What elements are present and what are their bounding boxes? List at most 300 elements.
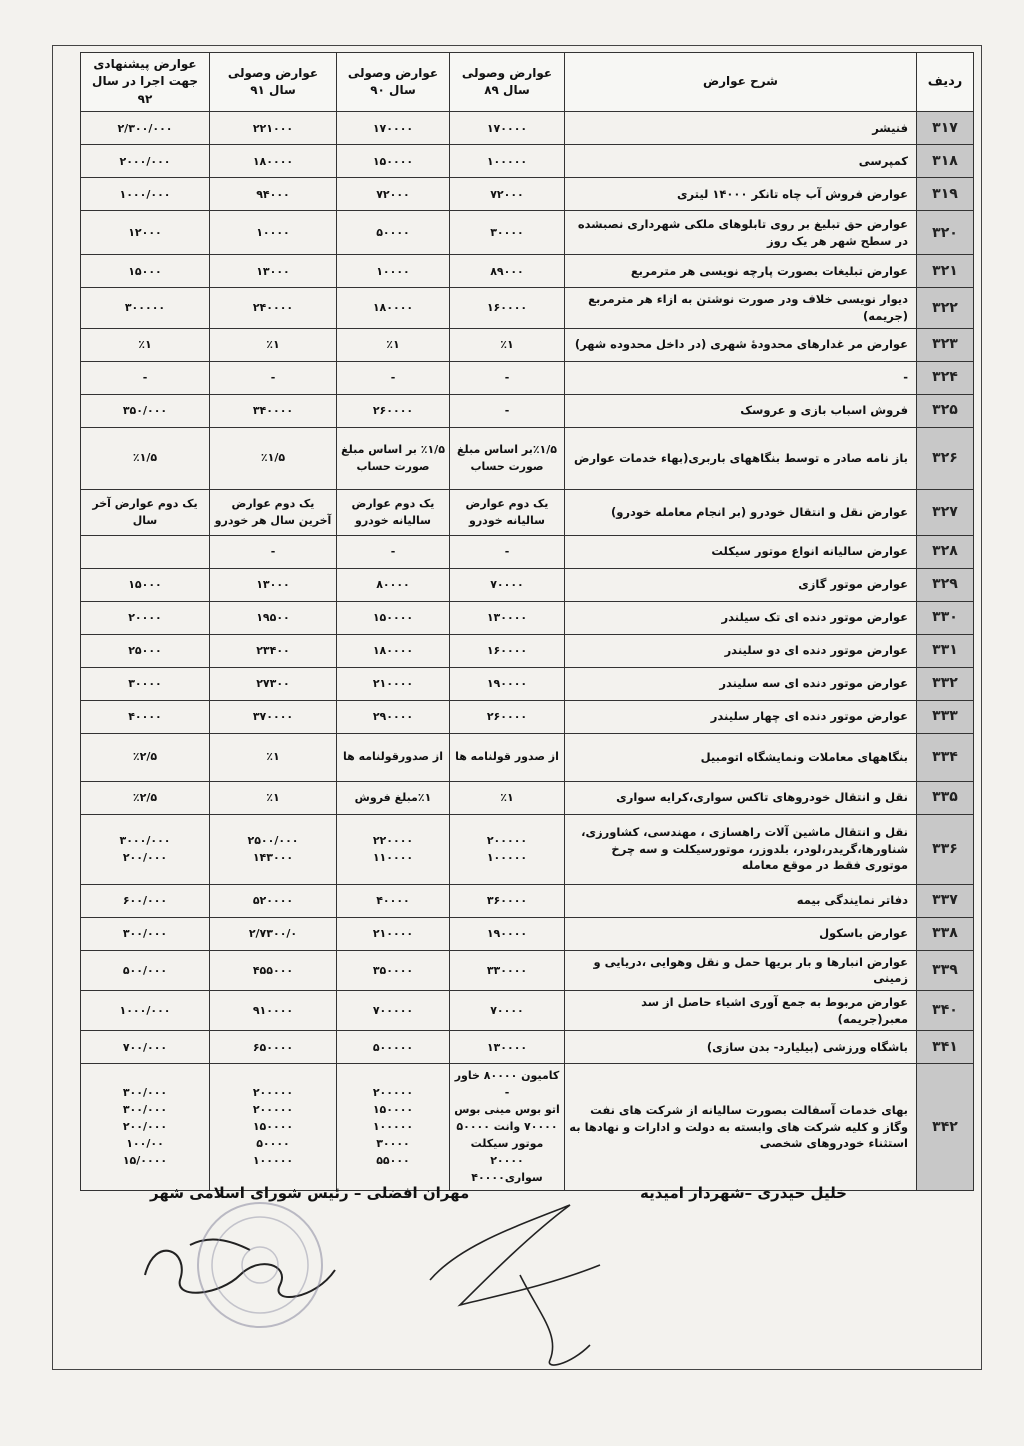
value-line: ٪۱ [386,337,400,351]
value-cell-v89 [450,112,565,145]
value-line: ۱۸۰۰۰۰ [252,154,294,168]
value-line: ۲۶۰۰۰۰ [372,403,414,417]
value-cell-v92 [81,634,210,667]
value-line: یک دوم عوارض آخر سال [92,496,198,528]
table-row [81,1031,974,1064]
table-row [81,255,974,288]
value-cell-v89 [450,145,565,178]
value-line: ۱۹۰۰۰۰ [486,676,528,690]
table-row [81,733,974,781]
value-cell-v90 [337,112,450,145]
value-cell-v92 [81,950,210,990]
value-line: ۱۶۰۰۰۰ [486,301,528,315]
table-row [81,328,974,361]
value-line: ۹۴۰۰۰ [256,187,290,201]
value-line: ۱۵۰۰۰ [128,577,162,591]
value-cell-v92 [81,884,210,917]
table-row [81,427,974,489]
table-row [81,667,974,700]
value-line: از صدور قولنامه ها [455,750,559,764]
value-line: ۹۱۰۰۰۰ [252,1004,294,1017]
value-line: سواری۴۰۰۰۰ [471,1171,543,1185]
value-cell-v90 [337,814,450,884]
description-cell: بهای خدمات آسفالت بصورت سالیانه از شرکت های نفت وگاز و کلیه شرکت های وابسته به دولت و ادارات و نهادها به استثناء خودروهای شخصی [565,1064,917,1190]
value-line: ۳۰۰۰۰ [490,226,524,240]
value-cell-v91 [210,489,337,535]
value-line: ۳۴۰۰۰۰ [252,403,294,417]
description-cell: - [565,361,917,394]
description-cell: دفاتر نمایندگی بیمه [565,884,917,917]
table-row [81,1064,974,1190]
value-line: ۱۰۰/۰۰ [126,1137,164,1151]
table-row [81,700,974,733]
description-cell: عوارض موتور گازی [565,568,917,601]
value-line: - [270,544,276,558]
row-number-cell: ۳۱۹ [917,178,974,211]
value-line: ٪۱ [266,337,280,351]
value-line: ۱۰۰۰۰ [256,226,290,240]
table-row [81,990,974,1030]
value-cell-v91 [210,667,337,700]
value-cell-v89 [450,328,565,361]
value-line: ۵۰۰/۰۰۰ [122,963,168,977]
value-cell-v90 [337,328,450,361]
value-line: ۱۶۰۰۰۰ [486,643,528,657]
value-line: ۳۰۰۰۰ [376,1137,410,1151]
value-line: ۲۶۰۰۰۰ [486,709,528,723]
description-cell: عوارض نقل و انتقال خودرو (بر انجام معامله خودرو) [565,489,917,535]
value-line: ۸۰۰۰۰ [376,577,410,591]
description-cell: دیوار نویسی خلاف ودر صورت نوشتن به ازاء هر مترمربع (جریمه) [565,288,917,328]
value-line: - [504,403,510,417]
row-number-cell: ۳۲۰ [917,211,974,255]
description-cell: بنگاههای معاملات ونمایشگاه اتومبیل [565,733,917,781]
value-cell-v89 [450,1064,565,1190]
value-line: ۳۵۰/۰۰۰ [122,403,168,417]
value-line: از صدورقولنامه ها [342,750,443,764]
value-cell-v89 [450,814,565,884]
value-line: کامیون ۸۰۰۰۰ خاور - [454,1069,560,1100]
description-cell: باز نامه صادر ه توسط بنگاههای باربری(بهاء خدمات عوارض [565,427,917,489]
value-cell-v89 [450,700,565,733]
value-cell-v90 [337,145,450,178]
value-cell-v92 [81,814,210,884]
value-line: ۷۰۰۰۰ وانت ۵۰۰۰۰ [456,1120,558,1134]
row-number-cell: ۳۳۴ [917,733,974,781]
value-cell-v91 [210,255,337,288]
value-line: ۳۰۰۰/۰۰۰ [119,833,171,847]
tariff-table [80,52,974,1191]
value-line: ۴۵۵۰۰۰ [252,963,294,977]
value-line: ۲۲۰۰۰۰ [372,833,414,847]
value-line: ٪۱ [266,790,280,804]
value-line: ٪۱ [500,790,514,804]
value-cell-v91 [210,950,337,990]
value-cell-v91 [210,361,337,394]
value-cell-v90 [337,634,450,667]
description-cell: عوارض باسکول [565,917,917,950]
value-cell-v90 [337,394,450,427]
value-line: ۱۹۵۰۰ [256,610,290,624]
value-cell-v91 [210,394,337,427]
row-number-cell: ۳۲۹ [917,568,974,601]
value-cell-v89 [450,288,565,328]
value-cell-v92 [81,112,210,145]
value-line: ۱۵/۰۰۰۰ [122,1154,168,1168]
value-cell-v90 [337,427,450,489]
value-line: ۱۷۰۰۰۰ [372,121,414,135]
value-line: ۱۵۰۰۰۰ [372,1103,414,1117]
header-row-number: ردیف [917,53,974,112]
description-cell: فروش اسباب بازی و عروسک [565,394,917,427]
value-line: ۱۵۰۰۰۰ [372,610,414,624]
table-row [81,884,974,917]
description-cell: عوارض فروش آب چاه تانکر ۱۴۰۰۰ لیتری [565,178,917,211]
row-number-cell: ۳۲۴ [917,361,974,394]
value-cell-v91 [210,112,337,145]
value-cell-v91 [210,288,337,328]
value-cell-v89 [450,394,565,427]
value-line: ۱۸۰۰۰۰ [372,301,414,315]
value-line: ٪۱/۵ [132,451,158,465]
value-line: ۶۰۰/۰۰۰ [122,893,168,907]
row-number-cell: ۳۳۹ [917,950,974,990]
table-header-row [81,53,974,112]
value-line: ۱۴۳۰۰۰ [252,851,294,865]
value-cell-v92 [81,394,210,427]
value-cell-v90 [337,667,450,700]
tariff-body [81,112,974,1190]
value-line: ۶۵۰۰۰۰ [252,1040,294,1054]
value-line: ۳۶۰۰۰۰ [486,893,528,907]
value-line: ۷۰۰/۰۰۰ [122,1040,168,1054]
value-cell-v91 [210,178,337,211]
official-stamp [190,1195,330,1335]
description-cell: عوارض حق تبلیغ بر روی تابلوهای ملکی شهرداری نصبشده در سطح شهر هر یک روز [565,211,917,255]
value-cell-v90 [337,917,450,950]
value-cell-v90 [337,990,450,1030]
value-cell-v91 [210,568,337,601]
value-cell-v91 [210,145,337,178]
header-year-89: عوارض وصولی سال ۸۹ [450,53,565,112]
value-line: ۱۰۰۰۰۰ [252,1154,294,1168]
value-line: ۲۰۰۰۰۰ [372,1086,414,1100]
value-cell-v92 [81,990,210,1030]
value-cell-v89 [450,178,565,211]
description-cell: عوارض موتور دنده ای سه سلیندر [565,667,917,700]
council-head-signature-text: مهران افضلی – رئیس شورای اسلامی شهر [150,1184,470,1202]
description-cell: عوارض مر غدارهای محدودهٔ شهری (در داخل محدوده شهر) [565,328,917,361]
description-cell: عوارض موتور دنده ای دو سلیندر [565,634,917,667]
value-cell-v89 [450,601,565,634]
value-line: ۱۵۰۰۰۰ [372,154,414,168]
value-cell-v92 [81,1031,210,1064]
value-cell-v90 [337,700,450,733]
value-cell-v92 [81,427,210,489]
description-cell: عوارض تبلیغات بصورت پارچه نویسی هر مترمربع [565,255,917,288]
value-cell-v92 [81,328,210,361]
value-line: ٪۱ [500,337,514,351]
value-cell-v89 [450,781,565,814]
value-cell-v92 [81,733,210,781]
value-cell-v90 [337,950,450,990]
value-cell-v91 [210,917,337,950]
value-cell-v92 [81,917,210,950]
header-description: شرح عوارض [565,53,917,112]
value-line: - [504,370,510,384]
table-row [81,178,974,211]
value-line: ۱۹۰۰۰۰ [486,926,528,940]
value-line: ۳۰۰۰۰ [128,676,162,690]
table-row [81,112,974,145]
value-line: ۷۰۰۰۰ [490,577,524,591]
value-line: ۲۵۰۰/۰۰۰ [247,833,299,847]
value-cell-v90 [337,781,450,814]
row-number-cell: ۳۳۵ [917,781,974,814]
value-line: ۲۰۰۰۰۰ [252,1103,294,1117]
table-row [81,394,974,427]
row-number-cell: ۳۳۸ [917,917,974,950]
value-line: - [142,370,148,384]
value-cell-v92 [81,255,210,288]
row-number-cell: ۳۳۶ [917,814,974,884]
value-line: ۱۰۰۰۰۰ [486,154,528,168]
value-cell-v90 [337,255,450,288]
row-number-cell: ۳۴۱ [917,1031,974,1064]
value-cell-v92 [81,700,210,733]
value-line: ۱۰۰۰/۰۰۰ [119,1004,171,1017]
value-cell-v91 [210,733,337,781]
row-number-cell: ۳۳۷ [917,884,974,917]
description-cell: باشگاه ورزشی (بیلیارد- بدن سازی) [565,1031,917,1064]
value-line: ۲۱۰۰۰۰ [372,676,414,690]
row-number-cell: ۳۲۲ [917,288,974,328]
value-line: ۷۲۰۰۰ [376,187,410,201]
value-line: ۵۰۰۰۰ [376,226,410,240]
value-line: ۵۰۰۰۰۰ [372,1040,414,1054]
value-line: ٪۱ [138,337,152,351]
value-cell-v90 [337,1031,450,1064]
table-row [81,814,974,884]
value-line: ٪۱ [266,750,280,764]
value-cell-v92 [81,667,210,700]
value-line: ۱۰۰۰۰ [376,264,410,278]
value-cell-v92 [81,361,210,394]
row-number-cell: ۳۴۲ [917,1064,974,1190]
value-cell-v89 [450,667,565,700]
value-line: ۳۰۰/۰۰۰ [122,1103,168,1117]
value-cell-v89 [450,255,565,288]
value-line: ۱۵۰۰۰۰ [252,1120,294,1134]
row-number-cell: ۳۳۲ [917,667,974,700]
value-cell-v91 [210,814,337,884]
value-line: ٪۲/۵ [132,790,158,804]
value-line: ۷۰۰۰۰۰ [372,1004,414,1017]
value-line: ۷۰۰۰۰ [490,1004,524,1017]
value-line: ۴۰۰۰۰ [376,893,410,907]
value-line: ۱۳۰۰۰ [256,264,290,278]
value-line: ۳۰۰۰۰۰ [124,301,166,315]
value-line: ۴۰۰۰۰ [128,709,162,723]
value-line: ۱۰۰۰/۰۰۰ [119,187,171,201]
value-line: ۱۰۰۰۰۰ [372,1120,414,1134]
table-row [81,145,974,178]
value-cell-v92 [81,535,210,568]
value-cell-v90 [337,361,450,394]
value-cell-v92 [81,145,210,178]
value-cell-v92 [81,178,210,211]
row-number-cell: ۳۳۰ [917,601,974,634]
mayor-handwritten-signature [400,1185,660,1375]
value-cell-v92 [81,211,210,255]
mayor-signature-text: خلیل حیدری –شهردار امیدیه [640,1184,847,1202]
description-cell: فنیشر [565,112,917,145]
value-line: اتو بوس مینی بوس [454,1103,560,1117]
description-cell: عوارض موتور دنده ای تک سیلندر [565,601,917,634]
value-cell-v90 [337,1064,450,1190]
value-line: ۲۵۰۰۰ [128,643,162,657]
value-cell-v91 [210,328,337,361]
value-line: ۲۰۰/۰۰۰ [122,1120,168,1134]
row-number-cell: ۳۲۷ [917,489,974,535]
value-line: ۲۲۱۰۰۰ [252,121,294,135]
value-cell-v89 [450,733,565,781]
row-number-cell: ۳۲۶ [917,427,974,489]
value-cell-v89 [450,1031,565,1064]
value-cell-v90 [337,884,450,917]
value-line: - [390,370,396,384]
value-line: یک دوم عوارض آخرین سال هر خودرو [214,496,332,528]
description-cell: کمپرسی [565,145,917,178]
table-row [81,634,974,667]
value-line: ۳۰۰/۰۰۰ [122,926,168,940]
value-cell-v91 [210,1064,337,1190]
value-line: ٪۱/۵بر اساس مبلغ صورت حساب [456,442,557,474]
description-cell: عوارض انبارها و بار بریها حمل و نقل وهوایی ،دریایی و زمینی [565,950,917,990]
value-cell-v89 [450,990,565,1030]
value-cell-v89 [450,917,565,950]
value-line: ۲۱۰۰۰۰ [372,926,414,940]
header-year-90: عوارض وصولی سال ۹۰ [337,53,450,112]
description-cell: عوارض سالیانه انواع موتور سیکلت [565,535,917,568]
value-cell-v91 [210,211,337,255]
value-line: ۳۷۰۰۰۰ [252,709,294,723]
value-cell-v90 [337,489,450,535]
header-proposed-92: عوارض پیشنهادی جهت اجرا در سال ۹۲ [81,53,210,112]
description-cell: نقل و انتقال خودروهای تاکس سواری،کرایه سواری [565,781,917,814]
table-row [81,781,974,814]
value-cell-v91 [210,990,337,1030]
row-number-cell: ۳۲۵ [917,394,974,427]
value-cell-v91 [210,1031,337,1064]
row-number-cell: ۳۲۱ [917,255,974,288]
value-cell-v92 [81,601,210,634]
value-line: ٪۱/۵ [260,451,286,465]
value-cell-v92 [81,489,210,535]
value-line: ۱۱۰۰۰۰ [372,851,414,865]
description-cell: عوارض موتور دنده ای چهار سلیندر [565,700,917,733]
value-line: ۳۰۰/۰۰۰ [122,1086,168,1100]
value-cell-v89 [450,489,565,535]
value-line: ۲۹۰۰۰۰ [372,709,414,723]
value-cell-v89 [450,361,565,394]
row-number-cell: ۳۴۰ [917,990,974,1030]
table-row [81,288,974,328]
table-row [81,950,974,990]
table-row [81,601,974,634]
value-cell-v91 [210,535,337,568]
value-line: ٪۱/۵ بر اساس مبلغ صورت حساب [341,442,445,474]
table-row [81,535,974,568]
value-cell-v90 [337,601,450,634]
value-line: یک دوم عوارض سالیانه خودرو [465,496,549,528]
value-cell-v89 [450,884,565,917]
value-cell-v91 [210,781,337,814]
value-line: ۱۳۰۰۰۰ [486,610,528,624]
value-cell-v92 [81,568,210,601]
header-year-91: عوارض وصولی سال ۹۱ [210,53,337,112]
row-number-cell: ۳۳۱ [917,634,974,667]
value-cell-v90 [337,733,450,781]
value-cell-v89 [450,211,565,255]
value-line: ۱۳۰۰۰۰ [486,1040,528,1054]
value-line: ۱۸۰۰۰۰ [372,643,414,657]
value-line: ٪۲/۵ [132,750,158,764]
value-cell-v90 [337,178,450,211]
value-cell-v89 [450,950,565,990]
row-number-cell: ۳۳۳ [917,700,974,733]
value-line: - [270,370,276,384]
value-line: ۵۲۰۰۰۰ [252,893,294,907]
value-cell-v91 [210,700,337,733]
value-line: ۲/۳۰۰/۰۰۰ [117,121,173,135]
value-line: ۲۰۰۰/۰۰۰ [119,154,171,168]
value-line: موتور سیکلت ۲۰۰۰۰ [470,1137,544,1168]
value-cell-v92 [81,781,210,814]
value-line: یک دوم عوارض سالیانه خودرو [351,496,435,528]
row-number-cell: ۳۱۷ [917,112,974,145]
value-line: ۲۰۰/۰۰۰ [122,851,168,865]
value-line: ۳۵۰۰۰۰ [372,963,414,977]
row-number-cell: ۳۲۳ [917,328,974,361]
value-line: ۲۴۰۰۰۰ [252,301,294,315]
value-line: ۸۹۰۰۰ [490,264,524,278]
value-cell-v90 [337,568,450,601]
value-cell-v92 [81,1064,210,1190]
table-row [81,211,974,255]
value-line: ۱۳۰۰۰ [256,577,290,591]
value-line: - [504,544,510,558]
table-row [81,489,974,535]
value-cell-v89 [450,535,565,568]
row-number-cell: ۳۲۸ [917,535,974,568]
value-line: ۵۵۰۰۰ [376,1154,410,1168]
value-cell-v91 [210,634,337,667]
table-row [81,361,974,394]
value-line: ۲۰۰۰۰۰ [486,833,528,847]
value-line: ۱۰۰۰۰۰ [486,851,528,865]
value-cell-v92 [81,288,210,328]
value-cell-v89 [450,427,565,489]
value-cell-v90 [337,211,450,255]
value-cell-v90 [337,535,450,568]
value-line: ۷۲۰۰۰ [490,187,524,201]
value-line: ٪۱مبلغ فروش [354,790,432,804]
value-line: ۱۲۰۰۰ [128,226,162,240]
value-line: ۲/۷۳۰۰/۰ [248,926,298,940]
value-line: ۳۳۰۰۰۰ [486,963,528,977]
value-line: ۲۷۳۰۰ [256,676,290,690]
